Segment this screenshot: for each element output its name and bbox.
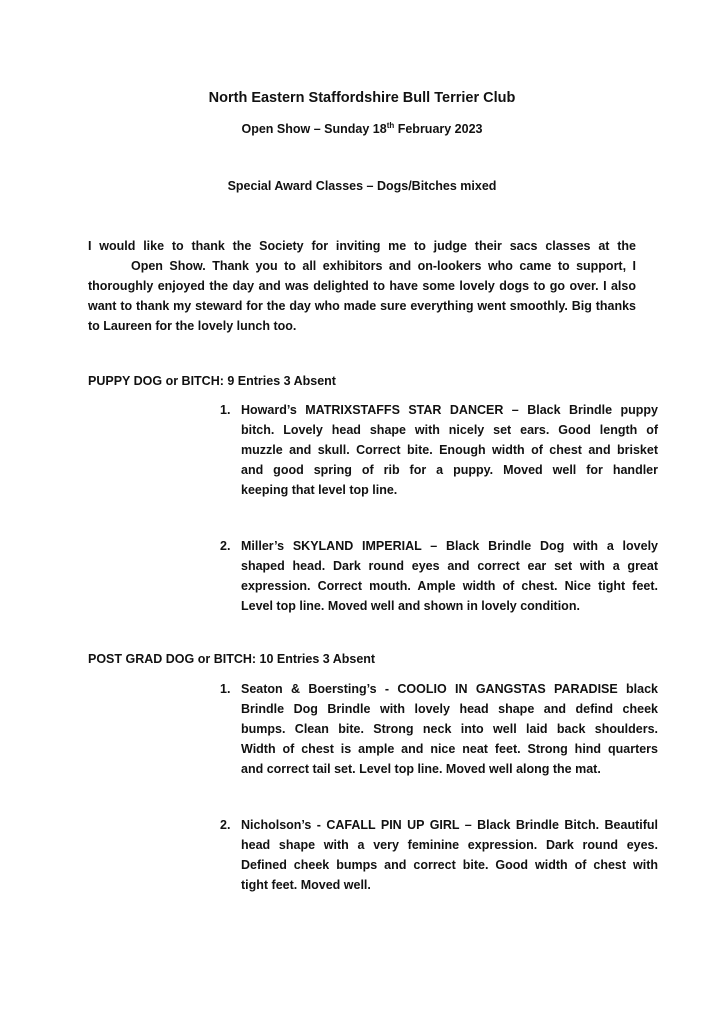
critique-line: Howard’s MATRIXSTAFFS STAR DANCER – Black Brindle puppy xyxy=(241,403,658,417)
intro-line: Open Show. Thank you to all exhibitors and on-lookers who came to support, I xyxy=(131,259,636,273)
placement-entry xyxy=(220,536,658,616)
critique-line: keeping that level top line. xyxy=(241,483,398,497)
placement-number: 2. xyxy=(220,539,231,553)
placement-entry xyxy=(220,400,658,500)
critique-text xyxy=(241,400,658,500)
critique-line: Level top line. Moved well and shown in lovely condition. xyxy=(241,599,580,613)
critique-line: Nicholson’s - CAFALL PIN UP GIRL – Black Brindle Bitch. Beautiful xyxy=(241,818,658,832)
class-heading-puppy: PUPPY DOG or BITCH: 9 Entries 3 Absent xyxy=(88,374,336,388)
critique-line: muzzle and skull. Correct bite. Enough width of chest and brisket xyxy=(241,443,658,457)
placement-number: 2. xyxy=(220,818,231,832)
intro-line: want to thank my steward for the day who made sure everything went smoothly. Big thanks xyxy=(88,299,636,313)
critique-line: shaped head. Dark round eyes and correct ear set with a great xyxy=(241,559,658,573)
critique-line: bumps. Clean bite. Strong neck into well laid back shoulders. xyxy=(241,722,658,736)
critique-line: and good spring of rib for a puppy. Moved well for handler xyxy=(241,463,658,477)
critique-line: and correct tail set. Level top line. Moved well along the mat. xyxy=(241,762,601,776)
show-date-month-year: February 2023 xyxy=(394,122,483,136)
critique-line: Width of chest is ample and nice neat feet. Strong hind quarters xyxy=(241,742,658,756)
critique-line: head shape with a very feminine expression. Dark round eyes. xyxy=(241,838,658,852)
critique-text xyxy=(241,679,658,779)
date-ordinal-suffix: th xyxy=(386,120,395,130)
show-date xyxy=(0,122,724,136)
critique-line: Seaton & Boersting’s - COOLIO IN GANGSTAS PARADISE black xyxy=(241,682,658,696)
intro-paragraph xyxy=(88,236,636,336)
critique-text xyxy=(241,815,658,895)
intro-line: to Laureen for the lovely lunch too. xyxy=(88,319,297,333)
critique-text xyxy=(241,536,658,616)
special-award-heading: Special Award Classes – Dogs/Bitches mixed xyxy=(227,179,497,193)
critique-line: expression. Correct mouth. Ample width of chest. Nice tight feet. xyxy=(241,579,658,593)
intro-line: thoroughly enjoyed the day and was delighted to have some lovely dogs to go over. I also xyxy=(88,279,636,293)
critique-line: bitch. Lovely head shape with nicely set ears. Good length of xyxy=(241,423,658,437)
placement-number: 1. xyxy=(220,682,231,696)
class-heading-post-grad: POST GRAD DOG or BITCH: 10 Entries 3 Absent xyxy=(88,652,376,666)
critique-line: Defined cheek bumps and correct bite. Good width of chest with xyxy=(241,858,658,872)
placement-entry xyxy=(220,815,658,895)
critique-line: tight feet. Moved well. xyxy=(241,878,371,892)
show-date-text: Open Show – Sunday 18 xyxy=(241,122,387,136)
critique-line: Brindle Dog Brindle with lovely head shape and defind cheek xyxy=(241,702,658,716)
critique-line: Miller’s SKYLAND IMPERIAL – Black Brindle Dog with a lovely xyxy=(241,539,658,553)
placement-entry xyxy=(220,679,658,779)
intro-line: I would like to thank the Society for inviting me to judge their sacs classes at the xyxy=(88,239,636,253)
placement-number: 1. xyxy=(220,403,231,417)
document-title: North Eastern Staffordshire Bull Terrier Club xyxy=(208,90,516,106)
